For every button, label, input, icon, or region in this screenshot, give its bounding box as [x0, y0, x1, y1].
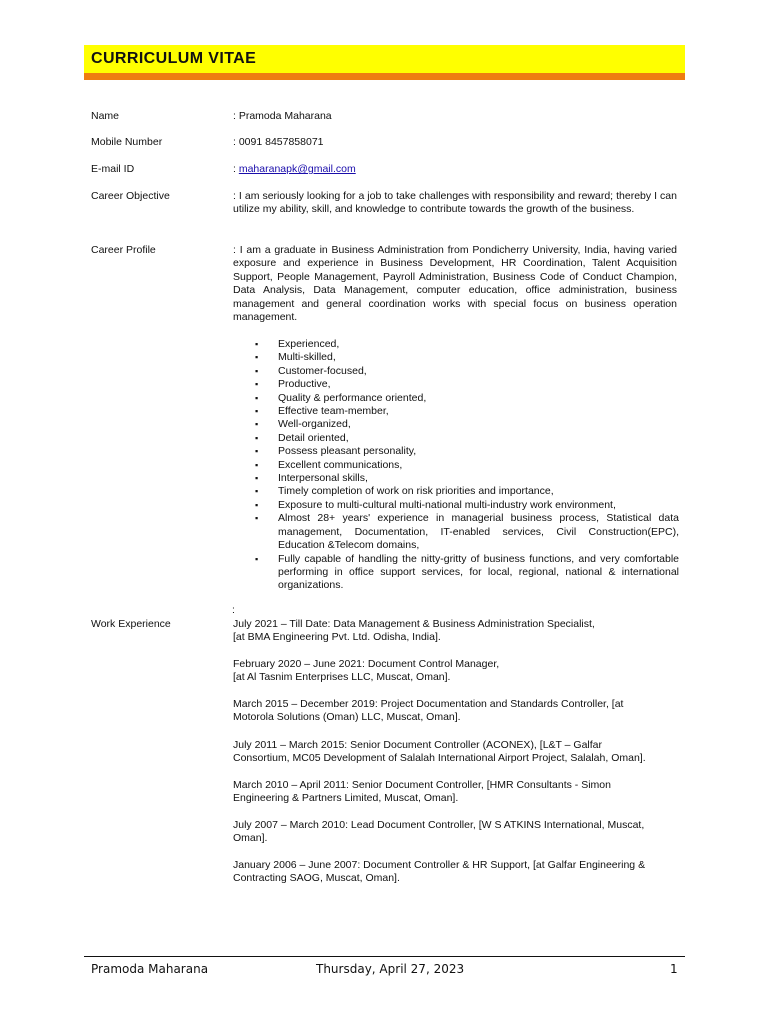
title-banner — [84, 45, 685, 73]
bullet-marker: ▪ — [255, 339, 259, 349]
bullet-marker: ▪ — [255, 406, 259, 417]
field-value — [233, 163, 677, 176]
field-value: : 0091 8457858071 — [233, 136, 324, 148]
field-label: Mobile Number — [91, 136, 163, 148]
list-item: ▪ Possess pleasant personality, — [255, 445, 417, 458]
field-label: Career Objective — [91, 190, 170, 202]
field-label: Name — [91, 110, 120, 122]
list-item: ▪ Effective team-member, — [255, 405, 389, 418]
work-entry: July 2011 – March 2015: Senior Document Controller (ACONEX), [L&T – Galfar Consortium, MC05 Development of Salalah International Airport Project, Salalah, Oman]. — [233, 739, 646, 765]
work-entry: March 2015 – December 2019: Project Documentation and Standards Controller, [at Motorola Solutions (Oman) LLC, Muscat, Oman]. — [233, 698, 624, 724]
field-label: E-mail ID — [91, 163, 135, 175]
bullet-marker: ▪ — [255, 392, 259, 403]
field-value: : I am seriously looking for a job to take challenges with responsibility and reward; thereby I can utilize my ability, skill, and knowledge to contribute towards the growth of the business. — [233, 190, 677, 216]
header-rule — [84, 73, 685, 80]
field-value: : I am a graduate in Business Administration from Pondicherry University, India, having varied exposure and experience in Business Development, HR Coordination, Talent Acquisition Support, People Management, Payroll Administration, Business Code of Conduct Champion, Data Analysis, Data Management, computer education, office administration, business management and general coordination works with special focus on business operation management. — [233, 244, 677, 324]
list-item: ▪ Customer-focused, — [255, 364, 367, 377]
bullet-marker: ▪ — [255, 352, 259, 363]
work-entry: January 2006 – June 2007: Document Controller & HR Support, [at Galfar Engineering & Contracting SAOG, Muscat, Oman]. — [233, 859, 646, 885]
list-item: ▪ Fully capable of handling the nitty-gritty of business functions, and very comfortable performing in office support services, for local, regional, national & international organizations. — [255, 552, 679, 592]
bullet-marker: ▪ — [255, 446, 259, 457]
field-objective-row — [91, 190, 681, 232]
list-item: ▪ Productive, — [255, 378, 331, 391]
bullet-marker: ▪ — [255, 486, 259, 497]
footer-page-number: 1 — [670, 962, 678, 976]
bullet-marker: ▪ — [255, 499, 259, 510]
field-label: Career Profile — [91, 244, 156, 256]
work-experience-label: Work Experience — [91, 618, 171, 630]
email-prefix: : — [233, 163, 239, 175]
list-item: ▪ Interpersonal skills, — [255, 472, 368, 485]
list-item: ▪ Well-organized, — [255, 418, 351, 431]
bullet-marker: ▪ — [255, 513, 259, 524]
field-value: : Pramoda Maharana — [233, 110, 332, 122]
list-item: ▪ Detail oriented, — [255, 431, 349, 444]
bullet-marker: ▪ — [255, 553, 259, 564]
work-colon: : — [232, 604, 235, 616]
bullet-marker: ▪ — [255, 419, 259, 430]
footer-name: Pramoda Maharana — [91, 962, 209, 976]
bullet-marker: ▪ — [255, 459, 259, 470]
list-item: ▪ Multi-skilled, — [255, 351, 336, 364]
work-entry: March 2010 – April 2011: Senior Document Controller, [HMR Consultants - Simon Engineering & Partners Limited, Muscat, Oman]. — [233, 779, 611, 805]
list-item: ▪ Excellent communications, — [255, 458, 403, 471]
bullet-marker: ▪ — [255, 379, 259, 390]
list-item: ▪ Experienced, — [255, 338, 340, 350]
document-title: CURRICULUM VITAE — [91, 50, 257, 67]
list-item: ▪ Timely completion of work on risk priorities and importance, — [255, 485, 554, 498]
list-item: ▪ Almost 28+ years' experience in managerial business process, Statistical data management, Documentation, IT-enabled services, Civil Construction(EPC), Education &Telecom domains, — [255, 512, 679, 552]
footer-rule — [84, 956, 685, 957]
footer-date: Thursday, April 27, 2023 — [316, 962, 465, 976]
list-item: ▪ Exposure to multi-cultural multi-national multi-industry work environment, — [255, 498, 616, 511]
work-entry: July 2021 – Till Date: Data Management & Business Administration Specialist, [at BMA Engineering Pvt. Ltd. Odisha, India]. — [233, 618, 595, 644]
bullet-marker: ▪ — [255, 365, 259, 376]
work-entry: July 2007 – March 2010: Lead Document Controller, [W S ATKINS International, Muscat, Oman]. — [233, 819, 645, 845]
list-item: ▪ Quality & performance oriented, — [255, 391, 427, 404]
email-link[interactable]: maharanapk@gmail.com — [238, 163, 356, 175]
profile-bullet-list — [233, 338, 679, 593]
work-entry: February 2020 – June 2021: Document Control Manager, [at Al Tasnim Enterprises LLC, Muscat, Oman]. — [233, 658, 500, 684]
field-profile-row — [91, 244, 681, 326]
bullet-marker: ▪ — [255, 432, 259, 443]
bullet-marker: ▪ — [255, 473, 259, 484]
